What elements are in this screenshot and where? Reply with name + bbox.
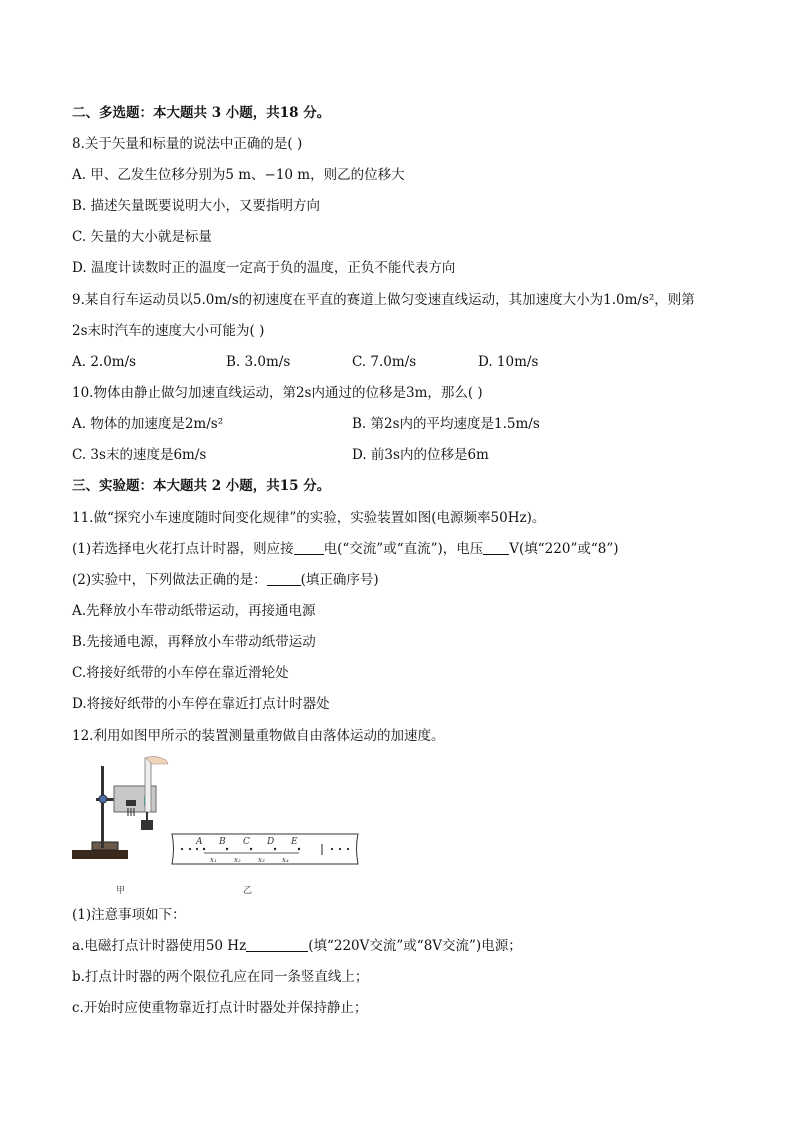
question-11-option-a: A.先释放小车带动纸带运动，再接通电源	[72, 603, 316, 619]
free-fall-apparatus-figure	[70, 756, 370, 898]
question-12-note-b: b.打点计时器的两个限位孔应在同一条竖直线上；	[72, 969, 369, 985]
question-11-part-1-text-b: 电(“交流”或“直流”)，电压	[323, 541, 484, 557]
question-10-stem: 10.物体由静止做匀加速直线运动，第2s内通过的位移是3m，那么( )	[72, 385, 483, 401]
answer-blank-power-source[interactable]	[246, 937, 308, 952]
section-heading-multi-choice: 二、多选题：本大题共 3 小题，共18 分。	[72, 105, 331, 121]
question-11-part-2-text: (2)实验中，下列做法正确的是：	[72, 572, 267, 588]
answer-blank-voltage[interactable]	[483, 540, 509, 555]
question-12-stem: 12.利用如图甲所示的装置测量重物做自由落体运动的加速度。	[72, 728, 445, 744]
question-9-stem-line2: 2s末时汽车的速度大小可能为( )	[72, 323, 265, 339]
tape-spacing-x4: x₄	[282, 856, 289, 864]
tape-label-a: A	[196, 837, 203, 847]
paper-tape-vertical	[145, 758, 151, 812]
question-9-option-c: C. 7.0m/s	[352, 354, 417, 370]
question-12-notes-heading: (1)注意事项如下：	[72, 907, 186, 923]
stand-base	[72, 850, 128, 859]
question-11-stem: 11.做“探究小车速度随时间变化规律”的实验，实验装置如图(电源频率50Hz)。	[72, 510, 546, 526]
weight-string	[146, 812, 148, 820]
tape-label-b: B	[219, 837, 226, 847]
question-12-note-a-text: a.电磁打点计时器使用50 Hz	[72, 938, 247, 954]
question-12-note-a-tail: (填“220V交流”或“8V交流”)电源；	[308, 938, 522, 954]
figure-caption-right: 乙	[243, 886, 253, 896]
figure-caption-left: 甲	[116, 886, 126, 896]
question-12-note-a	[72, 937, 522, 955]
timer-terminal	[126, 800, 136, 806]
question-10-option-b: B. 第2s内的平均速度是1.5m/s	[352, 416, 540, 432]
question-9-option-d: D. 10m/s	[478, 354, 539, 370]
question-8-option-a: A. 甲、乙发生位移分别为5 m、−10 m，则乙的位移大	[72, 167, 405, 183]
question-11-option-b: B.先接通电源，再释放小车带动纸带运动	[72, 634, 316, 650]
tape-label-c: C	[243, 837, 250, 847]
apparatus-diagram	[70, 756, 370, 898]
question-8-option-b: B. 描述矢量既要说明大小，又要指明方向	[72, 198, 321, 214]
question-11-part-2	[72, 571, 379, 589]
question-9-stem-line1: 9.某自行车运动员以5.0m/s的初速度在平直的赛道上做匀变速直线运动，其加速度大小为1.0m/s²，则第	[72, 292, 695, 308]
question-8-option-c: C. 矢量的大小就是标量	[72, 229, 212, 245]
tape-label-d: D	[267, 837, 275, 847]
stand-pole	[101, 766, 104, 848]
weight-block	[141, 820, 153, 830]
question-12-note-c: c.开始时应使重物靠近打点计时器处并保持静止；	[72, 1000, 368, 1016]
question-9-option-a: A. 2.0m/s	[72, 354, 137, 370]
question-8-option-d: D. 温度计读数时正的温度一定高于负的温度，正负不能代表方向	[72, 260, 456, 276]
tape-spacing-x2: x₂	[234, 856, 241, 864]
tape-spacing-x3: x₃	[258, 856, 265, 864]
question-10-option-a: A. 物体的加速度是2m/s²	[72, 416, 224, 432]
question-11-part-2-tail: (填正确序号)	[300, 572, 379, 588]
clamp-knob	[99, 795, 107, 803]
question-8-stem: 8.关于矢量和标量的说法中正确的是( )	[72, 136, 303, 152]
question-11-option-c: C.将接好纸带的小车停在靠近滑轮处	[72, 665, 289, 681]
question-11-part-1	[72, 540, 619, 558]
question-9-option-b: B. 3.0m/s	[226, 354, 291, 370]
answer-blank-current-type[interactable]	[294, 540, 324, 555]
question-11-option-d: D.将接好纸带的小车停在靠近打点计时器处	[72, 696, 330, 712]
tape-label-e: E	[291, 837, 298, 847]
question-11-part-1-text-a: (1)若选择电火花打点计时器，则应接	[72, 541, 294, 557]
tape-spacing-x1: x₁	[210, 856, 217, 864]
question-10-option-c: C. 3s末的速度是6m/s	[72, 447, 207, 463]
question-11-part-1-text-c: V(填“220”或“8”)	[509, 541, 619, 557]
section-heading-experiment: 三、实验题：本大题共 2 小题，共15 分。	[72, 478, 331, 494]
question-10-option-d: D. 前3s内的位移是6m	[352, 447, 489, 463]
stand-clamp-foot	[92, 842, 118, 850]
answer-blank-correct-options[interactable]	[267, 571, 301, 586]
